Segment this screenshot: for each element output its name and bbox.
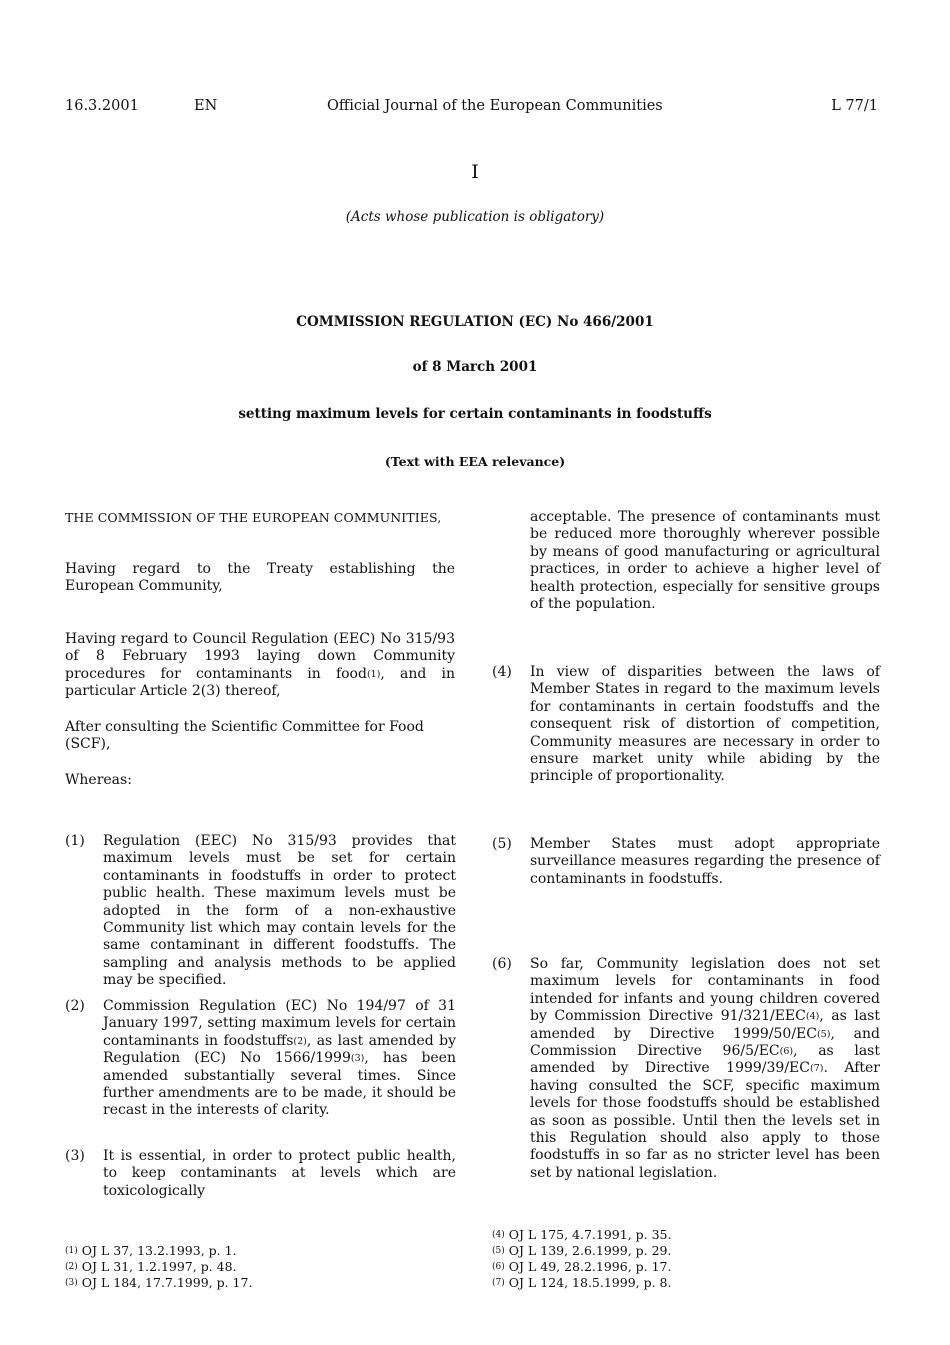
recital-number: (4) xyxy=(492,664,512,680)
footnote: $^{(1)}$ OJ L 37, 13.2.1993, p. 1. xyxy=(65,1243,237,1258)
recital-regard-treaty: Having regard to the Treaty establishing the European Community, xyxy=(65,561,455,595)
regulation-title: COMMISSION REGULATION (EC) No 466/2001 xyxy=(296,314,654,330)
footnote: $^{(5)}$ OJ L 139, 2.6.1999, p. 29. xyxy=(492,1243,672,1258)
footnote-ref[interactable]: (7) xyxy=(809,1063,824,1075)
recital-number: (5) xyxy=(492,836,512,852)
header-date: 16.3.2001 xyxy=(65,98,139,114)
recital-number: (3) xyxy=(65,1148,85,1164)
footnote-ref[interactable]: (5) xyxy=(816,1028,831,1040)
footnote: $^{(3)}$ OJ L 184, 17.7.1999, p. 17. xyxy=(65,1275,253,1290)
footnote: $^{(6)}$ OJ L 49, 28.2.1996, p. 17. xyxy=(492,1259,672,1274)
eea-relevance: (Text with EEA relevance) xyxy=(384,454,566,469)
consulting-paragraph: After consulting the Scientific Committee for Food (SCF), xyxy=(65,719,424,753)
header-page-number: L 77/1 xyxy=(831,98,878,114)
header-language: EN xyxy=(194,98,218,114)
regulation-date: of 8 March 2001 xyxy=(412,359,538,375)
footnote-ref[interactable]: (4) xyxy=(805,1011,820,1023)
recital-continuation: acceptable. The presence of contaminants must be reduced more thoroughly wherever possible by means of good manufacturing or agricultural practices, in order to achieve a higher level of health protection, especially for sensitive groups of the population. xyxy=(530,509,880,613)
recital-number: (2) xyxy=(65,998,85,1014)
part-number: I xyxy=(471,161,479,183)
whereas-heading: Whereas: xyxy=(65,772,132,788)
commission-heading: THE COMMISSION OF THE EUROPEAN COMMUNITIES, xyxy=(65,510,442,525)
footnote: $^{(7)}$ OJ L 124, 18.5.1999, p. 8. xyxy=(492,1275,672,1290)
header-journal-title: Official Journal of the European Communities xyxy=(327,98,663,114)
recital-text: So far, Community legislation does not set maximum levels for contaminants in food intended for infants and young children covered by Commission Directive 91/321/EEC(4), as last amended by Directive 1999/50/EC(5), and Commission Directive 96/5/EC(6), as last amended by Directive 1999/39/EC(7). After having consulted the SCF, specific maximum levels for those foodstuffs should be established as soon as possible. Until then the levels set in this Regulation should also apply to those foodstuffs in so far as no stricter level has been set by national legislation. xyxy=(530,956,880,1181)
footnote-ref[interactable]: (2) xyxy=(293,1035,307,1047)
recital-text: It is essential, in order to protect public health, to keep contaminants at levels which are toxicologically xyxy=(103,1148,456,1199)
recital-text: Member States must adopt appropriate surveillance measures regarding the presence of contaminants in foodstuffs. xyxy=(530,836,880,887)
footnote-ref[interactable]: (3) xyxy=(350,1053,365,1065)
footnote: $^{(4)}$ OJ L 175, 4.7.1991, p. 35. xyxy=(492,1227,672,1242)
recital-text: Commission Regulation (EC) No 194/97 of 31 January 1997, setting maximum levels for certain contaminants in foodstuffs(2), as last amended by Regulation (EC) No 1566/1999(3), has been amended substantially several times. Since further amendments are to be made, it should be recast in the interests of clarity. xyxy=(103,998,456,1119)
footnote-ref[interactable]: (1) xyxy=(366,668,381,680)
recital-number: (1) xyxy=(65,833,85,849)
recital-number: (6) xyxy=(492,956,512,972)
footnote-ref[interactable]: (6) xyxy=(779,1046,794,1058)
recital-text: In view of disparities between the laws of Member States in regard to the maximum levels for contaminants in certain foodstuffs and the consequent risk of distortion of competition, Community measures are necessary in order to ensure market unity while abiding by the principle of proportionality. xyxy=(530,664,880,785)
footnote: $^{(2)}$ OJ L 31, 1.2.1997, p. 48. xyxy=(65,1259,237,1274)
recital-regard-council: Having regard to Council Regulation (EEC) No 315/93 of 8 February 1993 laying down Community procedures for contaminants in food(1), and in particular Article 2(3) thereof, xyxy=(65,631,455,700)
recital-text: Regulation (EEC) No 315/93 provides that maximum levels must be set for certain contaminants in foodstuffs in order to protect public health. These maximum levels must be adopted in the form of a non-exhaustive Community list which may contain levels for the same contaminant in different foodstuffs. The sampling and analysis methods to be applied may be specified. xyxy=(103,833,456,989)
regulation-subject: setting maximum levels for certain contaminants in foodstuffs xyxy=(238,406,712,422)
acts-note: (Acts whose publication is obligatory) xyxy=(345,209,605,225)
